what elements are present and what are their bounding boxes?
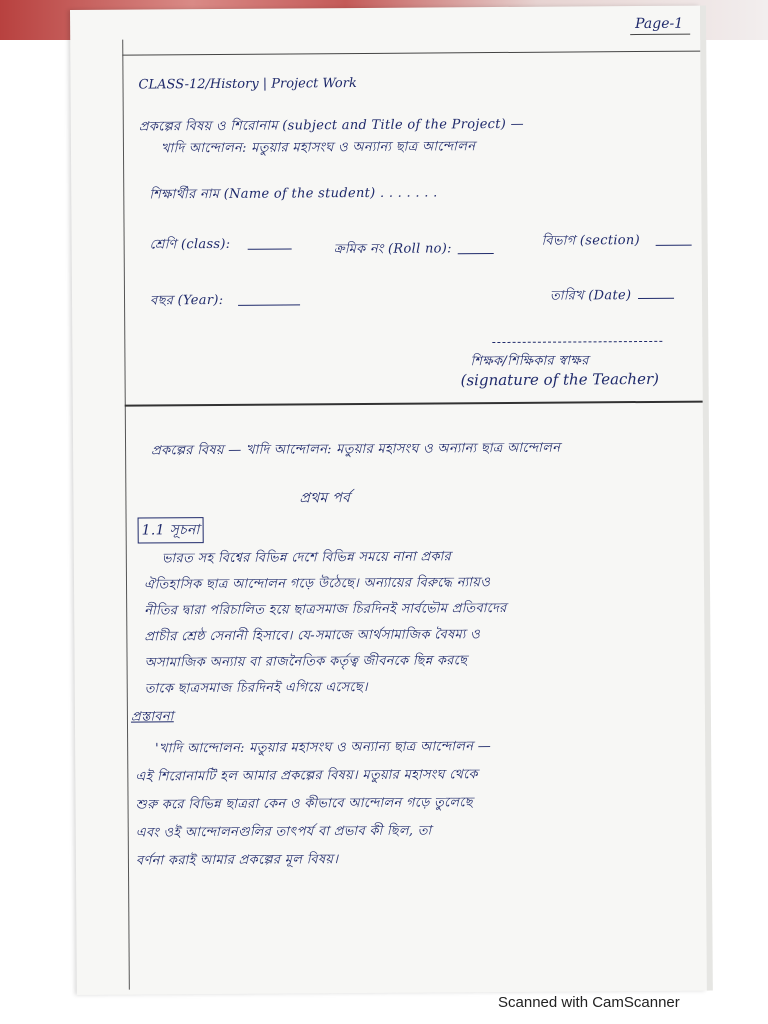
topic-line: প্রকল্পের বিষয় — খাদি আন্দোলন: মতুয়ার মহাসংঘ ও অন্যান্য ছাত্র আন্দোলন <box>151 440 561 459</box>
page-number-underline <box>630 34 690 35</box>
class-line: CLASS-12/History | Project Work <box>138 75 357 93</box>
section-1-line: প্রাচীর শ্রেষ্ঠ সেনানী হিসাবে। যে-সমাজে আর্থসামাজিক বৈষম্য ও <box>144 627 481 645</box>
page-number: Page-1 <box>635 15 684 33</box>
section-blank <box>656 245 692 246</box>
signature-label-en: (signature of the Teacher) <box>460 369 660 390</box>
section-1-line: ঐতিহাসিক ছাত্র আন্দোলন গড়ে উঠেছে। অন্যায়ের বিরুদ্ধে ন্যায়ও <box>143 575 491 593</box>
top-rule <box>122 51 700 56</box>
notebook-page <box>70 6 707 995</box>
date-blank <box>638 298 674 299</box>
section-2-heading: প্রস্তাবনা <box>130 709 174 725</box>
section-1-line: তাকে ছাত্রসমাজ চিরদিনই এগিয়ে এসেছে। <box>144 679 368 697</box>
subject-title-label: প্রকল্পের বিষয় ও শিরোনাম (subject and Title of the Project) — <box>138 116 524 135</box>
section-1-line: নীতির দ্বারা পরিচালিত হয়ে ছাত্রসমাজ চিরদিনই সার্বভৌম প্রতিবাদের <box>144 600 507 619</box>
scanner-watermark: Scanned with CamScanner <box>498 994 680 1011</box>
part-heading: প্রথম পর্ব <box>299 490 351 507</box>
section-1-heading: 1.1 সূচনা <box>138 517 204 543</box>
section-2-line: বর্ণনা করাই আমার প্রকল্পের মূল বিষয়। <box>135 852 339 869</box>
section-2-line: 'খাদি আন্দোলন: মতুয়ার মহাসংঘ ও অন্যান্য ছাত্র আন্দোলন — <box>155 739 492 757</box>
student-name-label: শিক্ষার্থীর নাম (Name of the student) . . . . . . . <box>149 185 438 203</box>
section-1-line: অসামাজিক অন্যায় বা রাজনৈতিক কর্তৃত্ব জীবনকে ছিন্ন করছে <box>144 653 468 671</box>
class-blank <box>248 248 292 249</box>
class-label: শ্রেণি (class): <box>149 236 231 253</box>
margin-line <box>122 40 130 990</box>
section-label: বিভাগ (section) <box>541 233 641 249</box>
date-label: তারিখ (Date) <box>549 288 632 304</box>
year-blank <box>238 304 300 305</box>
roll-blank <box>458 253 494 254</box>
roll-label: ক্রমিক নং (Roll no): <box>333 241 452 258</box>
section-2-line: এই শিরোনামটি হল আমার প্রকল্পের বিষয়। মতুয়ার মহাসংঘ থেকে <box>135 767 478 785</box>
signature-blank <box>492 341 662 343</box>
section-2-line: শুরু করে বিভিন্ন ছাত্ররা কেন ও কীভাবে আন্দোলন গড়ে তুলেছে <box>135 795 473 813</box>
signature-label-bn: শিক্ষক/শিক্ষিকার স্বাক্ষর <box>470 353 589 370</box>
subject-title-value: খাদি আন্দোলন: মতুয়ার মহাসংঘ ও অন্যান্য ছাত্র আন্দোলন <box>160 139 476 157</box>
section-2-line: এবং ওই আন্দোলনগুলির তাৎপর্য বা প্রভাব কী ছিল, তা <box>135 823 432 841</box>
section-1-line: ভারত সহ বিশ্বের বিভিন্ন দেশে বিভিন্ন সময়ে নানা প্রকার <box>161 549 452 567</box>
form-divider <box>125 401 703 407</box>
year-label: বছর (Year): <box>149 292 224 309</box>
